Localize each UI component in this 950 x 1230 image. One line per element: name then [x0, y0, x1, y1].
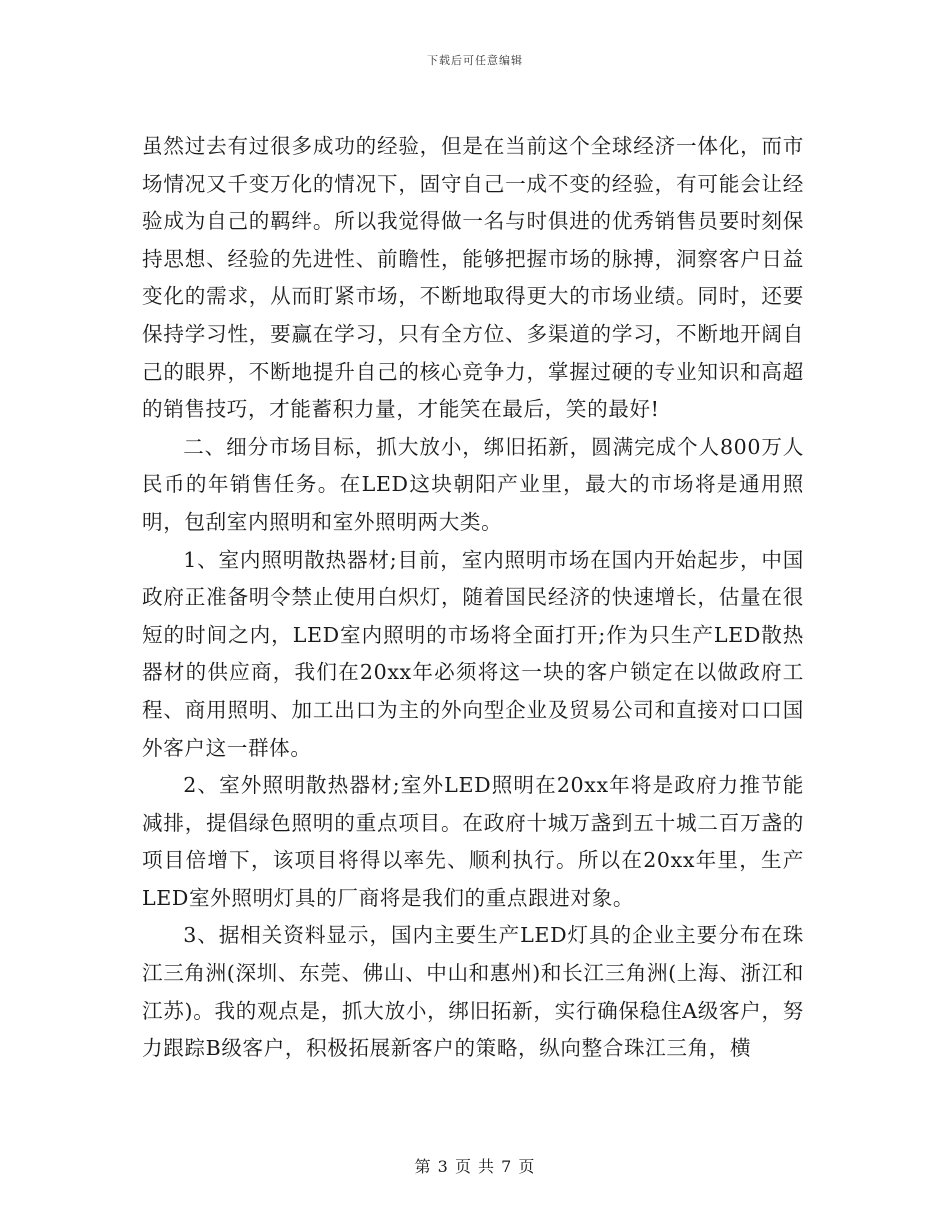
page-header-note: 下载后可任意编辑 [427, 54, 523, 67]
document-body [142, 128, 804, 1068]
page-number-footer: 第 3 页 共 7 页 [414, 1157, 536, 1176]
paragraph-item-one: 1、室内照明散热器材;目前，室内照明市场在国内开始起步，中国政府正准备明令禁止使用白炽灯，随着国民经济的快速增长，估量在很短的时间之内，LED室内照明的市场将全面打开;作为只生产LED散热器材的供应商，我们在20xx年必须将这一块的客户锁定在以做政府工程、商用照明、加工出口为主的外向型企业及贸易公司和直接对口口国外客户这一群体。 [142, 547, 804, 760]
paragraph-item-three: 3、据相关资料显示，国内主要生产LED灯具的企业主要分布在珠江三角洲(深圳、东莞、佛山、中山和惠州)和长江三角洲(上海、浙江和江苏)。我的观点是，抓大放小，绑旧拓新，实行确保稳住A级客户，努力跟踪B级客户，积极拓展新客户的策略，纵向整合珠江三角，横 [142, 923, 804, 1061]
paragraph-section-two: 二、细分市场目标，抓大放小，绑旧拓新，圆满完成个人800万人民币的年销售任务。在LED这块朝阳产业里，最大的市场将是通用照明，包刮室内照明和室外照明两大类。 [142, 434, 804, 534]
paragraph-item-two: 2、室外照明散热器材;室外LED照明在20xx年将是政府力推节能减排，提倡绿色照明的重点项目。在政府十城万盏到五十城二百万盏的项目倍增下，该项目将得以率先、顺利执行。所以在20xx年里，生产LED室外照明灯具的厂商将是我们的重点跟进对象。 [142, 773, 804, 910]
paragraph-continuation: 虽然过去有过很多成功的经验，但是在当前这个全球经济一体化，而市场情况又千变万化的情况下，固守自己一成不变的经验，有可能会让经验成为自己的羁绊。所以我觉得做一名与时俱进的优秀销售员要时刻保持思想、经验的先进性、前瞻性，能够把握市场的脉搏，洞察客户日益变化的需求，从而盯紧市场，不断地取得更大的市场业绩。同时，还要保持学习性，要赢在学习，只有全方位、多渠道的学习，不断地开阔自己的眼界，不断地提升自己的核心竞争力，掌握过硬的专业知识和高超的销售技巧，才能蓄积力量，才能笑在最后，笑的最好! [142, 134, 804, 422]
